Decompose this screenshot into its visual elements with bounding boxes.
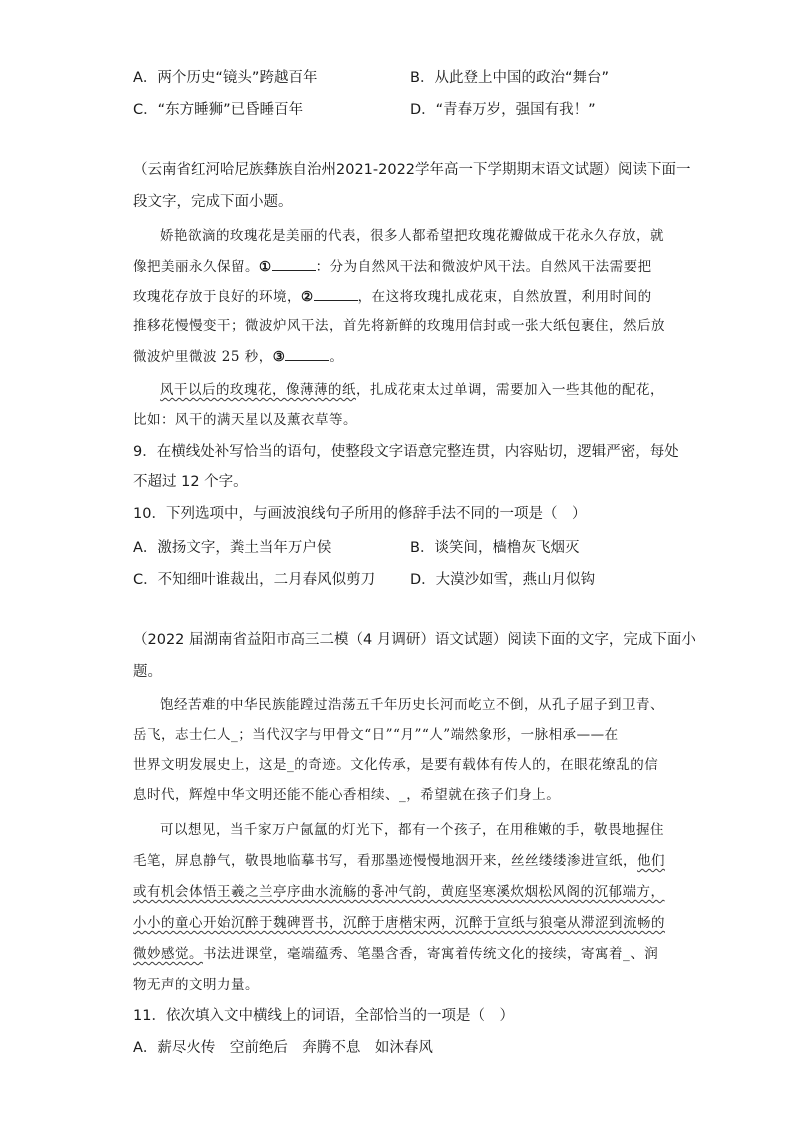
option-b: B．从此登上中国的政治“舞台” — [410, 70, 609, 86]
blank-line-1 — [272, 256, 316, 271]
q10-option-c: C．不知细叶谁裁出，二月春风似剪刀 — [133, 572, 376, 588]
passage-3-line: 息时代，辉煌中华文明还能不能心香相续、_，希望就在孩子们身上。 — [133, 787, 561, 803]
passage-4-line: 微妙感觉。书法进课堂，毫端蕴秀、笔墨含香，寄寓着传统文化的接续，寄寓着_、润 — [133, 946, 659, 962]
wavy-underlined-sentence: 小小的童心开始沉醉于魏碑晋书，沉醉于唐楷宋两，沉醉于宣纸与狼毫从滞涩到流畅的 — [133, 915, 665, 931]
blank-line-3 — [285, 346, 329, 361]
passage-2-line: 风干以后的玫瑰花，像薄薄的纸，扎成花束太过单调，需要加入一些其他的配花， — [160, 382, 664, 398]
question-11: 11．依次填入文中横线上的词语，全部恰当的一项是（ ） — [133, 1008, 514, 1024]
q11-option-a: A．薪尽火传 空前绝后 奔腾不息 如沐春风 — [133, 1040, 433, 1056]
question-9: 9．在横线处补写恰当的语句，使整段文字语意完整连贯，内容贴切，逻辑严密，每处 — [133, 444, 679, 460]
source-note-1: （云南省红河哈尼族彝族自治州2021-2022学年高一下学期期末语文试题）阅读下面一 — [133, 162, 691, 178]
blank-marker-1: ① — [259, 259, 272, 275]
blank-marker-2: ② — [301, 289, 314, 305]
q10-option-b: B．谈笑间，樯橹灰飞烟灭 — [410, 540, 580, 556]
blank-marker-3: ③ — [272, 349, 286, 365]
source-note-1-cont: 段文字，完成下面小题。 — [133, 194, 293, 210]
passage-1-line: 像把美丽永久保留。① ：分为自然风干法和微波炉风干法。自然风干法需要把 — [133, 256, 652, 277]
wavy-underlined-sentence: 他们 — [637, 853, 665, 869]
wavy-underlined-sentence: 风干以后的玫瑰花，像薄薄的纸 — [160, 382, 356, 398]
source-note-2: （2022 届湖南省益阳市高三二模（4 月调研）语文试题）阅读下面的文字，完成下面小 — [133, 632, 696, 648]
option-c: C．“东方睡狮”已昏睡百年 — [133, 102, 304, 118]
passage-1-line: 玫瑰花存放于良好的环境，② ，在这将玫瑰扎成花束，自然放置，利用时间的 — [133, 286, 652, 307]
passage-4-line: 毛笔，屏息静气，敬畏地临摹书写，看那墨迹慢慢地洇开来，丝丝缕缕渗进宣纸，他们 — [133, 853, 665, 869]
passage-1-line: 娇艳欲滴的玫瑰花是美丽的代表，很多人都希望把玫瑰花瓣做成干花永久存放，就 — [160, 228, 664, 244]
passage-2-line: 比如：风干的满天星以及薰衣草等。 — [133, 412, 357, 428]
blank-line-2 — [314, 286, 358, 301]
wavy-underlined-sentence: 或有机会体悟王羲之兰亭序曲水流觞的흉冲气韵，黄庭坚寒溪炊烟松风阁的沉郁端方， — [133, 884, 665, 900]
option-a: A．两个历史“镜头”跨越百年 — [133, 70, 318, 86]
passage-4-line: 可以想见，当千家万户氤氲的灯光下，都有一个孩子，在用稚嫩的手，敬畏地握住 — [160, 822, 664, 838]
passage-1-line: 推移花慢慢变干；微波炉风干法，首先将新鲜的玫瑰用信封或一张大纸包裹住，然后放 — [133, 318, 665, 334]
passage-3-line: 世界文明发展史上，这是_的奇迹。文化传承，是要有载体有传人的，在眼花缭乱的信 — [133, 757, 659, 773]
passage-1-line: 微波炉里微波 25 秒，③ 。 — [133, 346, 343, 367]
q10-option-d: D．大漠沙如雪，燕山月似钩 — [410, 572, 596, 588]
question-10: 10．下列选项中，与画波浪线句子所用的修辞手法不同的一项是（ ） — [133, 506, 587, 522]
q10-option-a: A．激扬文字，粪土当年万户侯 — [133, 540, 332, 556]
passage-4-line: 物无声的文明力量。 — [133, 977, 259, 993]
passage-3-line: 岳飞，志士仁人_；当代汉字与甲骨文“日”“月”“人”端然象形，一脉相承——在 — [133, 727, 619, 743]
wavy-underlined-sentence: 微妙感觉。 — [133, 946, 203, 962]
option-d: D．“青春万岁，强国有我！” — [410, 102, 596, 118]
question-9-cont: 不超过 12 个字。 — [133, 474, 248, 490]
passage-4-line — [133, 882, 665, 902]
passage-3-line: 饱经苦难的中华民族能蹚过浩荡五千年历史长河而屹立不倒，从孔子屈子到卫青、 — [160, 697, 664, 713]
source-note-2-cont: 题。 — [133, 664, 162, 680]
passage-4-line — [133, 913, 665, 933]
